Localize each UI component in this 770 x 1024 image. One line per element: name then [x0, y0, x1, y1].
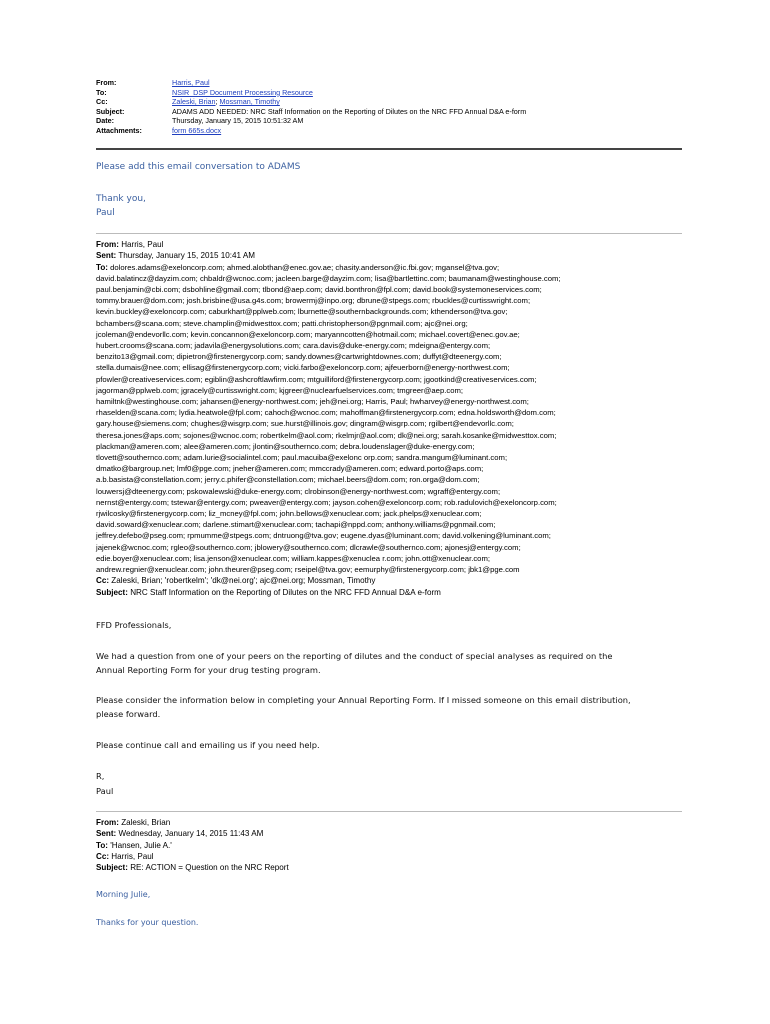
email1-from-value: Harris, Paul [121, 240, 164, 249]
email1-to-line: benzito13@gmail.com; dipietron@firstenergycorp.com; sandy.downes@cartwrightdownes.com; duffyt@dteenergy.com; [96, 352, 502, 362]
email2-subject-value: RE: ACTION = Question on the NRC Report [130, 863, 289, 873]
email1-to-line: jeffrey.defebo@pseg.com; rpmumme@stpegs.com; dntruong@tva.gov; eugene.dyas@luminant.com; david.volkening@luminant.com; [96, 531, 551, 541]
header-divider [96, 148, 682, 150]
email1-to-line: rhaselden@scana.com; lydia.heatwole@fpl.com; cahoch@wcnoc.com; mahoffman@firstenergycorp.com; edna.holdsworth@dom.com; [96, 408, 556, 418]
email1-sent-label: Sent: [96, 251, 117, 261]
body1-para2-line1: Please consider the information below in completing your Annual Reporting Form. If I missed someone on this email distribution, [96, 695, 631, 705]
meta-to-row [96, 88, 526, 98]
meta-from-label: From: [96, 78, 117, 87]
email2-sent-value: Wednesday, January 14, 2015 11:43 AM [118, 829, 264, 839]
email1-to-line: rjwilcosky@firstenergycorp.com; liz_mcney@fpl.com; john.bellows@xenuclear.com; jack.phelps@xenuclear.com; [96, 509, 482, 519]
email1-to-line: jcoleman@endevorllc.com; kevin.concannon@exeloncorp.com; maryanncotten@hotmail.com; michael.covert@enec.gov.ae; [96, 329, 520, 339]
body1-greeting: FFD Professionals, [96, 620, 172, 630]
meta-from-link[interactable]: Harris, Paul [172, 78, 210, 87]
email1-to-label: To: [96, 262, 108, 272]
email2-sent-line [96, 828, 686, 839]
meta-date-value: Thursday, January 15, 2015 10:51:32 AM [172, 116, 304, 126]
body2-thanks: Thanks for your question. [96, 918, 199, 927]
email2-subject-label: Subject: [96, 863, 128, 873]
meta-to-link[interactable]: NSIR_DSP Document Processing Resource [172, 87, 313, 97]
email1-to-line: stella.dumais@nee.com; ellisag@firstenergycorp.com; vicki.farbo@exeloncorp.com; ajfeuerborn@energy-northwest.com; [96, 363, 510, 373]
meta-from-row [96, 78, 526, 88]
intro-signature: Paul [96, 208, 115, 218]
email1-to-line: pfowler@creativeservices.com; egiblin@ashcroftlawfirm.com; mtguilliford@firstenergycorp.com; jgootkind@creativeservices.com; [96, 374, 537, 384]
meta-date-row [96, 116, 526, 126]
intro-request: Please add this email conversation to ADAMS [96, 162, 301, 172]
email1-subject-line [96, 587, 686, 598]
email2-to-label: To: [96, 840, 108, 850]
email1-to-line: edie.boyer@xenuclear.com; lisa.jenson@xenuclear.com; william.kappes@xenuclea r.com; john.ott@xenuclear.com; [96, 553, 490, 563]
email1-to-list [96, 262, 686, 576]
body1-para1-line1: We had a question from one of your peers on the reporting of dilutes and the conduct of special analyses as required on the [96, 651, 613, 661]
body2-greeting: Morning Julie, [96, 890, 151, 899]
body1-para1 [96, 649, 696, 678]
email1-to-line: david.soward@xenuclear.com; darlene.stimart@xenuclear.com; tachapi@nppd.com; anthony.williams@pgnmail.com; [96, 520, 496, 530]
email2-from-value: Zaleski, Brian [121, 818, 171, 827]
email1-to-line: a.b.basista@constellation.com; jerry.c.phifer@constellation.com; michael.beers@dom.com; ron.orga@dom.com; [96, 475, 480, 485]
email1-to-line: andrew.regnier@xenuclear.com; john.theurer@pseg.com; rseipel@tva.gov; eemurphy@firstenergycorp.com; jbk1@pge.com [96, 565, 520, 575]
meta-attachments-label: Attachments: [96, 125, 142, 135]
meta-cc-link-1[interactable]: Zaleski, Brian [172, 97, 216, 107]
email1-to-line: tommy.brauer@dom.com; josh.brisbine@usa.g4s.com; browermj@inpo.org; dbrune@stpegs.com; rbuckles@curtisswright.com; [96, 296, 531, 306]
quote-divider-2 [96, 811, 682, 812]
intro-thanks: Thank you, [96, 194, 146, 204]
email2-cc-label: Cc: [96, 851, 110, 861]
meta-subject-value: ADAMS ADD NEEDED: NRC Staff Information on the Reporting of Dilutes on the NRC FFD Annual D&A e-form [172, 106, 527, 116]
body1-para1-line2: Annual Reporting Form for your drug testing program. [96, 665, 321, 676]
body1-para2-line2: please forward. [96, 709, 161, 720]
quote-divider-1 [96, 233, 682, 234]
email1-to-line: david.balatincz@dayzim.com; chbaldr@wcnoc.com; jacleen.barge@dayzim.com; lisa@bartlettinc.com; baumanam@westinghouse.com; [96, 273, 561, 283]
email1-to-line: bchambers@scana.com; steve.champlin@midwesttox.com; patti.christopherson@pgnmail.com; ajc@nei.org; [96, 318, 468, 328]
email2-to-value: 'Hansen, Julie A.' [110, 840, 172, 850]
email1-to-line: hamiltnk@westinghouse.com; jahansen@energy-northwest.com; jeh@nei.org; Harris, Paul; hwharvey@energy-northwest.com; [96, 397, 529, 407]
meta-cc-row [96, 97, 526, 107]
email2-to-line [96, 840, 686, 851]
body1-closing: R, [96, 771, 105, 781]
email1-to-line: plackman@ameren.com; alee@ameren.com; jlontin@southernco.com; debra.loudenslager@duke-energy.com; [96, 441, 475, 451]
email1-to-line: gary.house@siemens.com; chughes@wisgrp.com; sue.hurst@illinois.gov; dingram@wisgrp.com; rgilbert@endevorllc.com; [96, 419, 514, 429]
email1-from-label: From: [96, 240, 119, 249]
email1-cc-label: Cc: [96, 576, 110, 586]
body1-para2 [96, 693, 696, 722]
email1-to-line: kevin.buckley@exeloncorp.com; caburkhart@pplweb.com; lburnette@southernbackgrounds.com; kthenderson@tva.gov; [96, 307, 508, 317]
body1-signature: Paul [96, 786, 114, 796]
email1-from-line [96, 239, 686, 250]
meta-to-label: To: [96, 87, 107, 97]
meta-cc-label: Cc: [96, 97, 108, 107]
email1-to-line: hubert.crooms@scana.com; jadavila@energysolutions.com; cara.davis@duke-energy.com; mdeigna@entergy.com; [96, 341, 491, 351]
meta-subject-label: Subject: [96, 106, 125, 116]
email1-to-line: dolores.adams@exeloncorp.com; ahmed.alobthan@enec.gov.ae; chasity.anderson@ic.fbi.gov; mgansel@tva.gov; [110, 262, 500, 272]
email2-header [96, 817, 686, 873]
email1-sent-value: Thursday, January 15, 2015 10:41 AM [118, 251, 255, 261]
email2-from-line [96, 817, 686, 828]
meta-cc-link-2[interactable]: Mossman, Timothy [219, 97, 280, 107]
email2-cc-value: Harris, Paul [111, 851, 154, 861]
meta-cc-separator: ; [215, 97, 218, 107]
email1-to-line: nernst@entergy.com; tstewar@entergy.com; pweaver@entergy.com; jayson.cohen@exeloncorp.com; rob.radulovich@exeloncorp.com; [96, 497, 557, 507]
email1-sent-line [96, 250, 686, 261]
email1-to-line: jajenek@wcnoc.com; rgleo@southernco.com; jblowery@southernco.com; dlcrawle@southernco.com; ajonesj@entergy.com; [96, 542, 521, 552]
email1-cc-value: Zaleski, Brian; 'robertkelm'; 'dk@nei.org'; ajc@nei.org; Mossman, Timothy [111, 576, 376, 586]
email1-subject-label: Subject: [96, 587, 128, 597]
body1-para3: Please continue call and emailing us if you need help. [96, 740, 320, 750]
email1-to-line: jagorman@pplweb.com; jgracely@curtisswright.com; kjgreer@nuclearfuelservices.com; tmgreer@aep.com; [96, 385, 464, 395]
email1-cc-line [96, 575, 686, 586]
email-metadata [96, 78, 526, 136]
email1-to-line: paul.benjamin@cbi.com; dsbohline@gmail.com; tlbond@aep.com; david.bonthron@fpl.com; david.book@systemoneservices.com; [96, 285, 542, 294]
email1-to-line: tlovett@southernco.com; adam.lurie@socialintel.com; paul.macuiba@exelonc orp.com; sandra.mangum@luminant.com; [96, 453, 508, 463]
email1-to-line: dmatko@bargroup.net; lmf0@pge.com; jneher@ameren.com; mmccrady@ameren.com; edward.porto@aps.com; [96, 464, 484, 474]
email2-from-label: From: [96, 818, 119, 827]
meta-subject-row [96, 107, 526, 117]
email1-header [96, 239, 686, 598]
email1-subject-value: NRC Staff Information on the Reporting of Dilutes on the NRC FFD Annual D&A e-form [130, 587, 441, 597]
meta-attachments-row [96, 126, 526, 136]
email1-to-line: louwersj@dteenergy.com; pskowalewski@duke-energy.com; clrobinson@energy-northwest.com; wgraff@entergy.com; [96, 486, 501, 496]
meta-date-label: Date: [96, 116, 114, 126]
email1-to-line: theresa.jones@aps.com; sojones@wcnoc.com; robertkelm@aol.com; rkelmjr@aol.com; dk@nei.org; sarah.kosanke@midwesttox.com; [96, 430, 557, 440]
email2-sent-label: Sent: [96, 829, 117, 839]
email2-cc-line [96, 851, 686, 862]
attachment-link[interactable]: form 665s.docx [172, 125, 222, 135]
email2-subject-line [96, 862, 686, 873]
